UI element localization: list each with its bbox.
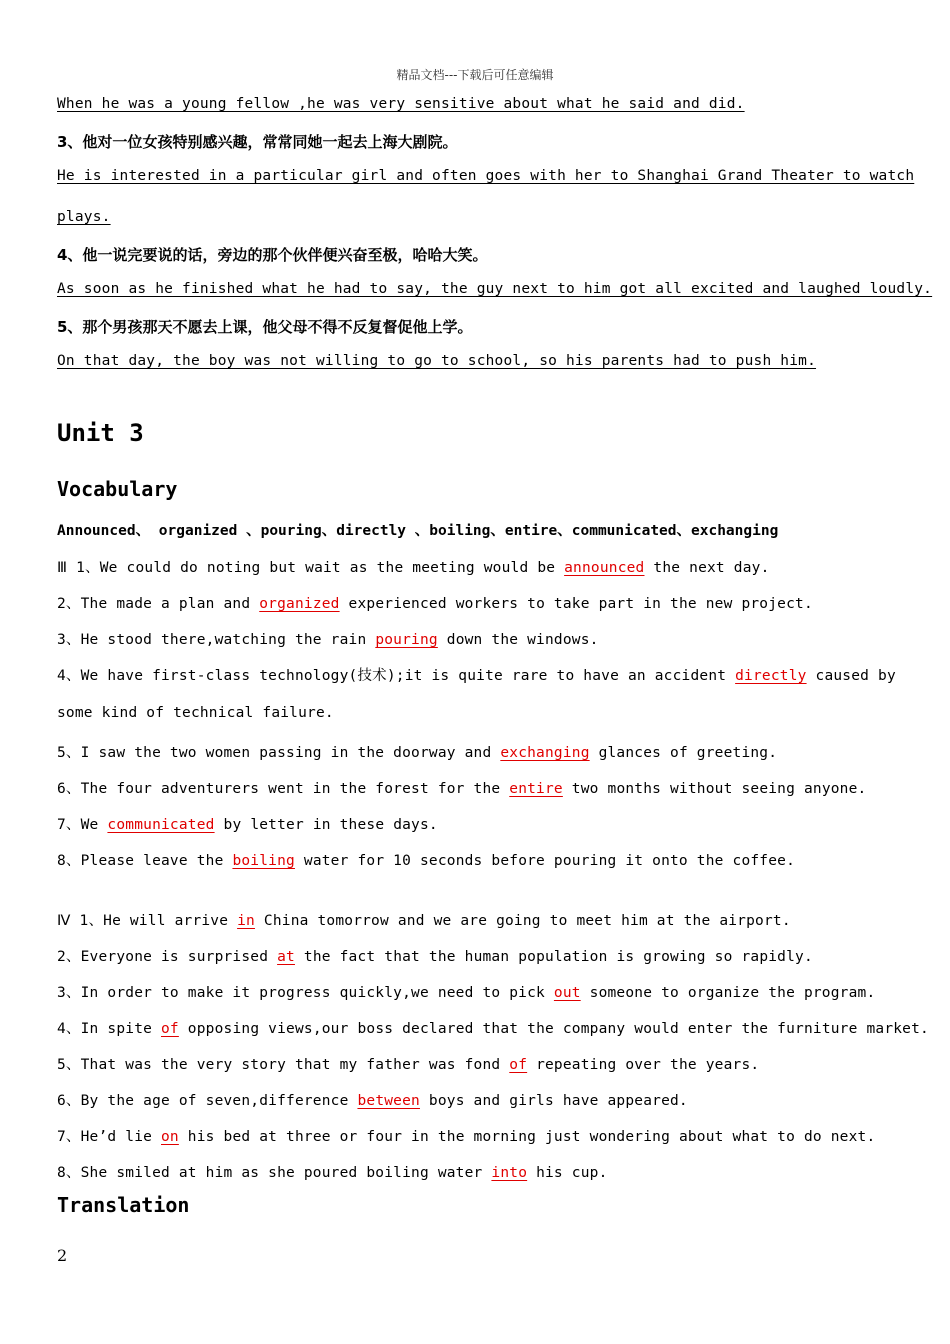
exercise-line: 5、That was the very story that my father was fond of repeating over the years.	[57, 1057, 760, 1073]
translation-answer-5: On that day, the boy was not willing to go to school, so his parents had to push him.	[57, 353, 817, 369]
translation-answer-4: As soon as he finished what he had to say, the guy next to him got all excited and laughed loudly.	[57, 281, 933, 297]
exercise-line: 7、He’d lie on his bed at three or four in the morning just wondering about what to do next.	[57, 1129, 876, 1145]
exercise-line: 8、Please leave the boiling water for 10 seconds before pouring it onto the coffee.	[57, 853, 796, 869]
exercise-line: 4、We have first-class technology(技术);it is quite rare to have an accident directly caused by	[57, 668, 896, 684]
unit-title: Unit 3	[57, 419, 144, 447]
answer-word: boiling	[232, 853, 295, 869]
translation-answer-3b: plays.	[57, 209, 111, 225]
exercise-line: 3、In order to make it progress quickly,we need to pick out someone to organize the program.	[57, 985, 876, 1001]
answer-word: of	[161, 1021, 179, 1037]
answer-word: announced	[564, 560, 645, 576]
page-number: 2	[57, 1246, 68, 1265]
exercise-line: 2、Everyone is surprised at the fact that the human population is growing so rapidly.	[57, 949, 813, 965]
exercise-line: 3、He stood there,watching the rain pouring down the windows.	[57, 632, 599, 648]
exercise-line: Ⅲ 1、We could do noting but wait as the meeting would be announced the next day.	[57, 560, 770, 576]
chinese-sentence-4: 4、他一说完要说的话，旁边的那个伙伴便兴奋至极，哈哈大笑。	[57, 246, 488, 264]
answer-word: directly	[735, 668, 807, 684]
exercise-line: 7、We communicated by letter in these days.	[57, 817, 438, 833]
answer-word: entire	[509, 781, 563, 797]
translation-heading: Translation	[57, 1193, 190, 1217]
answer-word: pouring	[375, 632, 438, 648]
page-header: 精品文档---下载后可任意编辑	[396, 68, 554, 82]
word-list: Announced、 organized 、pouring、directly 、boiling、entire、communicated、exchanging	[57, 523, 779, 539]
exercise-line: 8、She smiled at him as she poured boiling water into his cup.	[57, 1165, 608, 1181]
exercise-line: some kind of technical failure.	[57, 705, 334, 721]
answer-word: exchanging	[500, 745, 590, 761]
answer-word: organized	[259, 596, 340, 612]
answer-word: into	[491, 1165, 528, 1181]
answer-word: in	[237, 913, 255, 929]
translation-answer-2: When he was a young fellow ,he was very sensitive about what he said and did.	[57, 96, 745, 112]
answer-word: communicated	[107, 817, 215, 833]
answer-word: out	[553, 985, 581, 1001]
answer-word: at	[277, 949, 295, 965]
exercise-line: Ⅳ 1、He will arrive in China tomorrow and we are going to meet him at the airport.	[57, 913, 791, 929]
chinese-sentence-3: 3、他对一位女孩特别感兴趣，常常同她一起去上海大剧院。	[57, 133, 458, 151]
exercise-line: 5、I saw the two women passing in the doorway and exchanging glances of greeting.	[57, 745, 778, 761]
answer-word: on	[161, 1129, 179, 1145]
vocabulary-heading: Vocabulary	[57, 477, 178, 501]
answer-word: between	[357, 1093, 420, 1109]
exercise-line: 6、By the age of seven,difference between boys and girls have appeared.	[57, 1093, 688, 1109]
chinese-sentence-5: 5、那个男孩那天不愿去上课，他父母不得不反复督促他上学。	[57, 318, 473, 336]
translation-answer-3a: He is interested in a particular girl and often goes with her to Shanghai Grand Theater to watch	[57, 168, 915, 184]
exercise-line: 2、The made a plan and organized experienced workers to take part in the new project.	[57, 596, 813, 612]
answer-word: of	[509, 1057, 528, 1073]
exercise-line: 4、In spite of opposing views,our boss declared that the company would enter the furniture market.	[57, 1021, 929, 1037]
exercise-line: 6、The four adventurers went in the forest for the entire two months without seeing anyone.	[57, 781, 867, 797]
